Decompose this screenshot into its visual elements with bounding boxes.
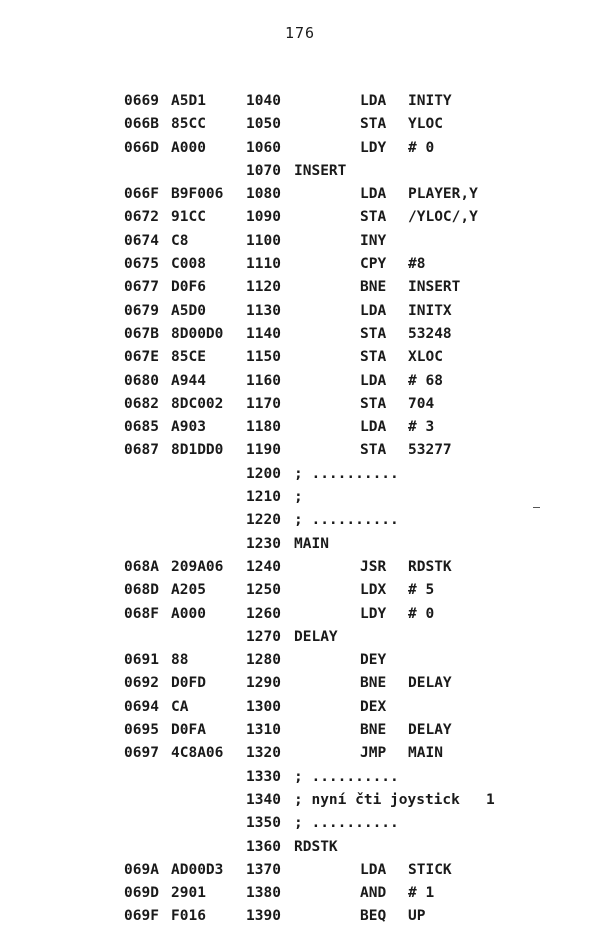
address-cell: 0682	[124, 395, 159, 412]
line-number-cell: 1060	[246, 139, 281, 156]
listing-line	[0, 416, 600, 439]
operand-cell: # 0	[408, 139, 435, 156]
operand-cell: /YLOC/,Y	[408, 209, 478, 226]
operand-cell: YLOC	[408, 116, 443, 133]
operand-cell: INSERT	[408, 279, 461, 296]
machine-code-cell: A5D1	[171, 93, 206, 109]
opcode-cell: INY	[360, 232, 387, 249]
machine-code-cell: A000	[171, 605, 206, 622]
listing-line	[0, 486, 600, 509]
listing-line	[0, 742, 600, 765]
operand-cell: # 5	[408, 582, 435, 599]
opcode-cell: DEX	[360, 698, 387, 715]
listing-line	[0, 579, 600, 602]
machine-code-cell: C008	[171, 256, 206, 273]
listing-line	[0, 463, 600, 486]
operand-cell: DELAY	[408, 722, 452, 739]
page-number: 176	[284, 24, 316, 42]
operand-cell: DELAY	[408, 675, 452, 692]
label-cell: ; ..........	[294, 512, 399, 529]
machine-code-cell: A205	[171, 582, 206, 599]
opcode-cell: LDA	[360, 372, 387, 389]
listing-line	[0, 789, 600, 812]
line-number-cell: 1230	[246, 535, 281, 552]
listing-line	[0, 276, 600, 299]
address-cell: 0672	[124, 209, 159, 226]
operand-cell: STICK	[408, 861, 452, 878]
listing-line	[0, 626, 600, 649]
opcode-cell: AND	[360, 885, 387, 902]
address-cell: 069D	[124, 885, 159, 902]
label-cell: DELAY	[294, 628, 338, 645]
opcode-cell: LDY	[360, 605, 387, 622]
listing-line	[0, 206, 600, 229]
listing-line	[0, 137, 600, 160]
line-number-cell: 1210	[246, 489, 281, 506]
machine-code-cell: 8D00D0	[171, 325, 224, 342]
address-cell: 0685	[124, 419, 159, 436]
listing-line	[0, 603, 600, 626]
operand-cell: # 3	[408, 419, 435, 436]
line-number-cell: 1070	[246, 162, 281, 179]
operand-cell: XLOC	[408, 349, 443, 366]
machine-code-cell: 8D1DD0	[171, 442, 224, 459]
line-number-cell: 1270	[246, 628, 281, 645]
line-number-cell: 1350	[246, 815, 281, 832]
opcode-cell: CPY	[360, 256, 387, 273]
label-cell: ; ..........	[294, 768, 399, 785]
label-cell: MAIN	[294, 535, 329, 552]
address-cell: 0691	[124, 652, 159, 669]
opcode-cell: STA	[360, 325, 387, 342]
address-cell: 068F	[124, 605, 159, 622]
line-number-cell: 1260	[246, 605, 281, 622]
address-cell: 066B	[124, 116, 159, 133]
line-number-cell: 1220	[246, 512, 281, 529]
listing-line	[0, 766, 600, 789]
operand-cell: # 0	[408, 605, 435, 622]
listing-line	[0, 90, 600, 113]
listing-line	[0, 649, 600, 672]
opcode-cell: LDA	[360, 186, 387, 203]
address-cell: 0692	[124, 675, 159, 692]
opcode-cell: LDA	[360, 419, 387, 436]
line-number-cell: 1200	[246, 465, 281, 482]
line-number-cell: 1310	[246, 722, 281, 739]
machine-code-cell: 85CE	[171, 349, 206, 366]
line-number-cell: 1080	[246, 186, 281, 203]
address-cell: 0697	[124, 745, 159, 762]
label-cell: ; ..........	[294, 815, 399, 832]
address-cell: 0695	[124, 722, 159, 739]
machine-code-cell: 85CC	[171, 116, 206, 133]
machine-code-cell: D0F6	[171, 279, 206, 296]
line-number-cell: 1100	[246, 232, 281, 249]
line-number-cell: 1360	[246, 838, 281, 855]
listing-line	[0, 859, 600, 882]
line-number-cell: 1050	[246, 116, 281, 133]
listing-line	[0, 812, 600, 835]
line-number-cell: 1380	[246, 885, 281, 902]
listing-line	[0, 113, 600, 136]
machine-code-cell: A944	[171, 372, 206, 389]
listing-line	[0, 672, 600, 695]
line-number-cell: 1130	[246, 302, 281, 319]
listing-line	[0, 253, 600, 276]
machine-code-cell: D0FA	[171, 722, 206, 739]
opcode-cell: BNE	[360, 675, 387, 692]
operand-cell: # 1	[408, 885, 435, 902]
label-cell: INSERT	[294, 162, 347, 179]
machine-code-cell: F016	[171, 908, 206, 925]
label-cell: ; ..........	[294, 465, 399, 482]
operand-cell: 53277	[408, 442, 452, 459]
address-cell: 066F	[124, 186, 159, 203]
address-cell: 0669	[124, 93, 159, 109]
opcode-cell: STA	[360, 349, 387, 366]
label-cell: ; nyní čti joystick 1	[294, 791, 495, 808]
listing-line	[0, 509, 600, 532]
line-number-cell: 1250	[246, 582, 281, 599]
line-number-cell: 1390	[246, 908, 281, 925]
address-cell: 0679	[124, 302, 159, 319]
line-number-cell: 1090	[246, 209, 281, 226]
opcode-cell: STA	[360, 116, 387, 133]
opcode-cell: LDX	[360, 582, 387, 599]
address-cell: 068A	[124, 558, 159, 575]
listing-line	[0, 230, 600, 253]
opcode-cell: LDA	[360, 861, 387, 878]
operand-cell: 704	[408, 395, 435, 412]
address-cell: 0694	[124, 698, 159, 715]
address-cell: 066D	[124, 139, 159, 156]
listing-line	[0, 183, 600, 206]
opcode-cell: STA	[360, 442, 387, 459]
listing-line	[0, 160, 600, 183]
opcode-cell: BNE	[360, 722, 387, 739]
opcode-cell: STA	[360, 209, 387, 226]
listing-line	[0, 370, 600, 393]
operand-cell: 53248	[408, 325, 452, 342]
address-cell: 0675	[124, 256, 159, 273]
line-number-cell: 1240	[246, 558, 281, 575]
address-cell: 069F	[124, 908, 159, 925]
operand-cell: INITY	[408, 93, 452, 109]
operand-cell: INITX	[408, 302, 452, 319]
operand-cell: MAIN	[408, 745, 443, 762]
listing-line	[0, 300, 600, 323]
line-number-cell: 1120	[246, 279, 281, 296]
line-number-cell: 1040	[246, 93, 281, 109]
address-cell: 0677	[124, 279, 159, 296]
opcode-cell: LDY	[360, 139, 387, 156]
address-cell: 067E	[124, 349, 159, 366]
opcode-cell: LDA	[360, 93, 387, 109]
operand-cell: RDSTK	[408, 558, 452, 575]
opcode-cell: DEY	[360, 652, 387, 669]
opcode-cell: JSR	[360, 558, 387, 575]
line-number-cell: 1340	[246, 791, 281, 808]
address-cell: 067B	[124, 325, 159, 342]
machine-code-cell: AD00D3	[171, 861, 224, 878]
label-cell: ;	[294, 489, 303, 506]
scan-mark	[533, 507, 540, 508]
line-number-cell: 1110	[246, 256, 281, 273]
line-number-cell: 1290	[246, 675, 281, 692]
machine-code-cell: 8DC002	[171, 395, 224, 412]
listing-line	[0, 533, 600, 556]
line-number-cell: 1190	[246, 442, 281, 459]
line-number-cell: 1180	[246, 419, 281, 436]
listing-line	[0, 719, 600, 742]
machine-code-cell: B9F006	[171, 186, 224, 203]
address-cell: 069A	[124, 861, 159, 878]
machine-code-cell: 2901	[171, 885, 206, 902]
opcode-cell: JMP	[360, 745, 387, 762]
address-cell: 0687	[124, 442, 159, 459]
machine-code-cell: C8	[171, 232, 189, 249]
line-number-cell: 1150	[246, 349, 281, 366]
operand-cell: # 68	[408, 372, 443, 389]
assembly-listing	[0, 90, 600, 929]
machine-code-cell: 91CC	[171, 209, 206, 226]
machine-code-cell: A903	[171, 419, 206, 436]
listing-line	[0, 905, 600, 928]
line-number-cell: 1280	[246, 652, 281, 669]
machine-code-cell: A5D0	[171, 302, 206, 319]
listing-line	[0, 882, 600, 905]
operand-cell: #8	[408, 256, 426, 273]
machine-code-cell: CA	[171, 698, 189, 715]
line-number-cell: 1320	[246, 745, 281, 762]
operand-cell: PLAYER,Y	[408, 186, 478, 203]
address-cell: 068D	[124, 582, 159, 599]
listing-line	[0, 346, 600, 369]
label-cell: RDSTK	[294, 838, 338, 855]
listing-line	[0, 323, 600, 346]
address-cell: 0674	[124, 232, 159, 249]
line-number-cell: 1160	[246, 372, 281, 389]
opcode-cell: LDA	[360, 302, 387, 319]
machine-code-cell: 88	[171, 652, 189, 669]
machine-code-cell: D0FD	[171, 675, 206, 692]
line-number-cell: 1170	[246, 395, 281, 412]
line-number-cell: 1300	[246, 698, 281, 715]
listing-line	[0, 836, 600, 859]
machine-code-cell: 209A06	[171, 558, 224, 575]
machine-code-cell: 4C8A06	[171, 745, 224, 762]
operand-cell: UP	[408, 908, 426, 925]
opcode-cell: BEQ	[360, 908, 387, 925]
opcode-cell: STA	[360, 395, 387, 412]
line-number-cell: 1140	[246, 325, 281, 342]
listing-line	[0, 439, 600, 462]
line-number-cell: 1370	[246, 861, 281, 878]
listing-line	[0, 556, 600, 579]
listing-line	[0, 696, 600, 719]
address-cell: 0680	[124, 372, 159, 389]
opcode-cell: BNE	[360, 279, 387, 296]
machine-code-cell: A000	[171, 139, 206, 156]
listing-line	[0, 393, 600, 416]
line-number-cell: 1330	[246, 768, 281, 785]
